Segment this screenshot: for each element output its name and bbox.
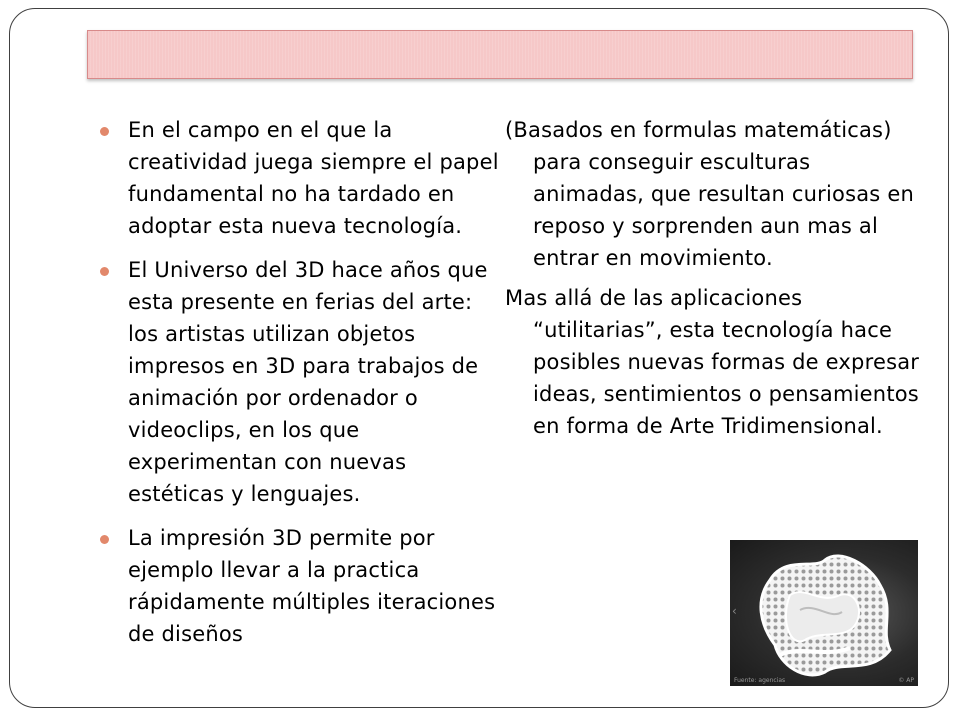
sculpture-image: [730, 540, 918, 686]
image-credit: © AP: [898, 677, 914, 684]
sculpture-illustration: [730, 540, 918, 686]
chevron-left-icon: ‹: [732, 604, 737, 618]
left-column: [100, 114, 500, 662]
bullet-text: El Universo del 3D hace años que esta presente en ferias del arte: los artistas utilizan objetos impresos en 3D para trabajos de animación por ordenador o videoclips, en los que experimentan con nuevas estéticas y lenguajes.: [128, 258, 488, 506]
bullet-text: En el campo en el que la creatividad juega siempre el papel fundamental no ha tardado en adoptar esta nueva tecnología.: [128, 118, 499, 238]
bullet-text: La impresión 3D permite por ejemplo llevar a la practica rápidamente múltiples iteraciones de diseños: [128, 526, 496, 646]
bullet-item: [100, 254, 500, 510]
right-column: [505, 114, 925, 450]
paragraph: (Basados en formulas matemáticas) para conseguir esculturas animadas, que resultan curiosas en reposo y sorprenden aun mas al entrar en movimiento.: [505, 118, 914, 270]
bullet-item: [100, 522, 500, 650]
image-caption: Fuente: agencias: [734, 677, 786, 684]
bullet-item: [100, 114, 500, 242]
paragraph: Mas allá de las aplicaciones “utilitarias”, esta tecnología hace posibles nuevas formas de expresar ideas, sentimientos o pensamientos en forma de Arte Tridimensional.: [505, 286, 920, 438]
bullet-dot-icon: [100, 267, 109, 276]
bullet-dot-icon: [100, 535, 109, 544]
bullet-dot-icon: [100, 127, 109, 136]
title-bar: [87, 30, 913, 79]
